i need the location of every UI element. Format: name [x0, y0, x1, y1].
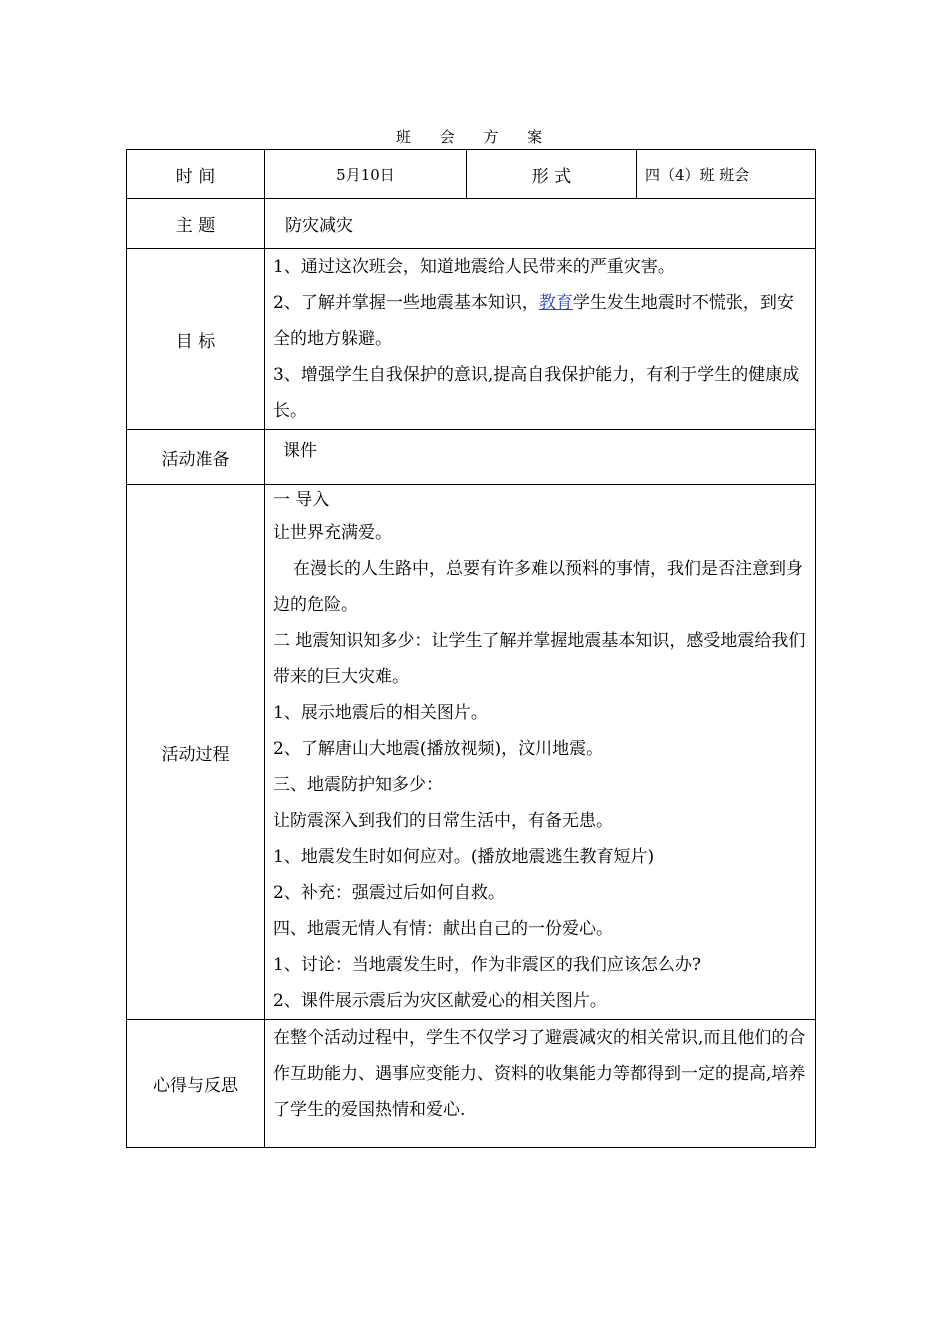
goal-2-text-a: 2、了解并掌握一些地震基本知识，	[273, 293, 539, 313]
process-line: 让世界充满爱。	[273, 523, 392, 543]
process-line: 1、讨论：当地震发生时，作为非震区的我们应该怎么办?	[273, 955, 701, 975]
process-line: 四、地震无情人有情：献出自己的一份爱心。	[273, 919, 613, 939]
process-line: 2、了解唐山大地震(播放视频)，汶川地震。	[273, 739, 604, 759]
table-row-process	[127, 485, 816, 1020]
theme-value: 防灾减灾	[265, 199, 816, 249]
form-value: 四（4）班 班会	[637, 150, 816, 199]
form-label: 形 式	[467, 150, 637, 199]
reflection-content	[265, 1020, 816, 1148]
goals-label: 目 标	[127, 249, 265, 430]
goal-1: 1、通过这次班会，知道地震给人民带来的严重灾害。	[273, 257, 675, 277]
process-line: 三、地震防护知多少：	[273, 775, 443, 795]
goals-content	[265, 249, 816, 430]
process-line: 2、补充：强震过后如何自救。	[273, 883, 505, 903]
process-line: 1、展示地震后的相关图片。	[273, 703, 488, 723]
table-row-goals	[127, 249, 816, 430]
theme-label: 主 题	[127, 199, 265, 249]
preparation-label: 活动准备	[127, 430, 265, 485]
process-line: 在漫长的人生路中，总要有许多难以预料的事情，我们是否注意到身边的危险。	[273, 559, 803, 615]
time-label: 时 间	[127, 150, 265, 199]
process-line: 让防震深入到我们的日常生活中，有备无患。	[273, 811, 613, 831]
table-row-preparation	[127, 430, 816, 485]
process-line: 二 地震知识知多少：让学生了解并掌握地震基本知识，感受地震给我们带来的巨大灾难。	[273, 631, 806, 687]
goal-2	[273, 285, 809, 357]
date-value: 5月10日	[265, 150, 467, 199]
table-row-theme	[127, 199, 816, 249]
document-title: 班 会 方 案	[395, 128, 555, 146]
table-row-reflection	[127, 1020, 816, 1148]
reflection-text: 在整个活动过程中，学生不仅学习了避震减灾的相关常识,而且他们的合作互助能力、遇事应变能力、资料的收集能力等都得到一定的提高,培养了学生的爱国热情和爱心.	[273, 1028, 806, 1120]
process-content	[265, 485, 816, 1020]
process-label: 活动过程	[127, 485, 265, 1020]
process-line: 2、课件展示震后为灾区献爱心的相关图片。	[273, 991, 607, 1011]
class-meeting-plan-table	[126, 149, 816, 1148]
process-line: 一 导入	[273, 490, 330, 510]
goal-3: 3、增强学生自我保护的意识,提高自我保护能力，有利于学生的健康成长。	[273, 365, 800, 421]
goal-2-text-b: 学生发生地震时不慌张，到安全的地方躲避。	[273, 293, 794, 349]
process-line: 1、地震发生时如何应对。(播放地震逃生教育短片)	[273, 847, 655, 867]
preparation-value: 课件	[265, 430, 816, 485]
education-link[interactable]: 教育	[538, 293, 573, 313]
table-row-time	[127, 150, 816, 199]
reflection-label: 心得与反思	[127, 1020, 265, 1148]
